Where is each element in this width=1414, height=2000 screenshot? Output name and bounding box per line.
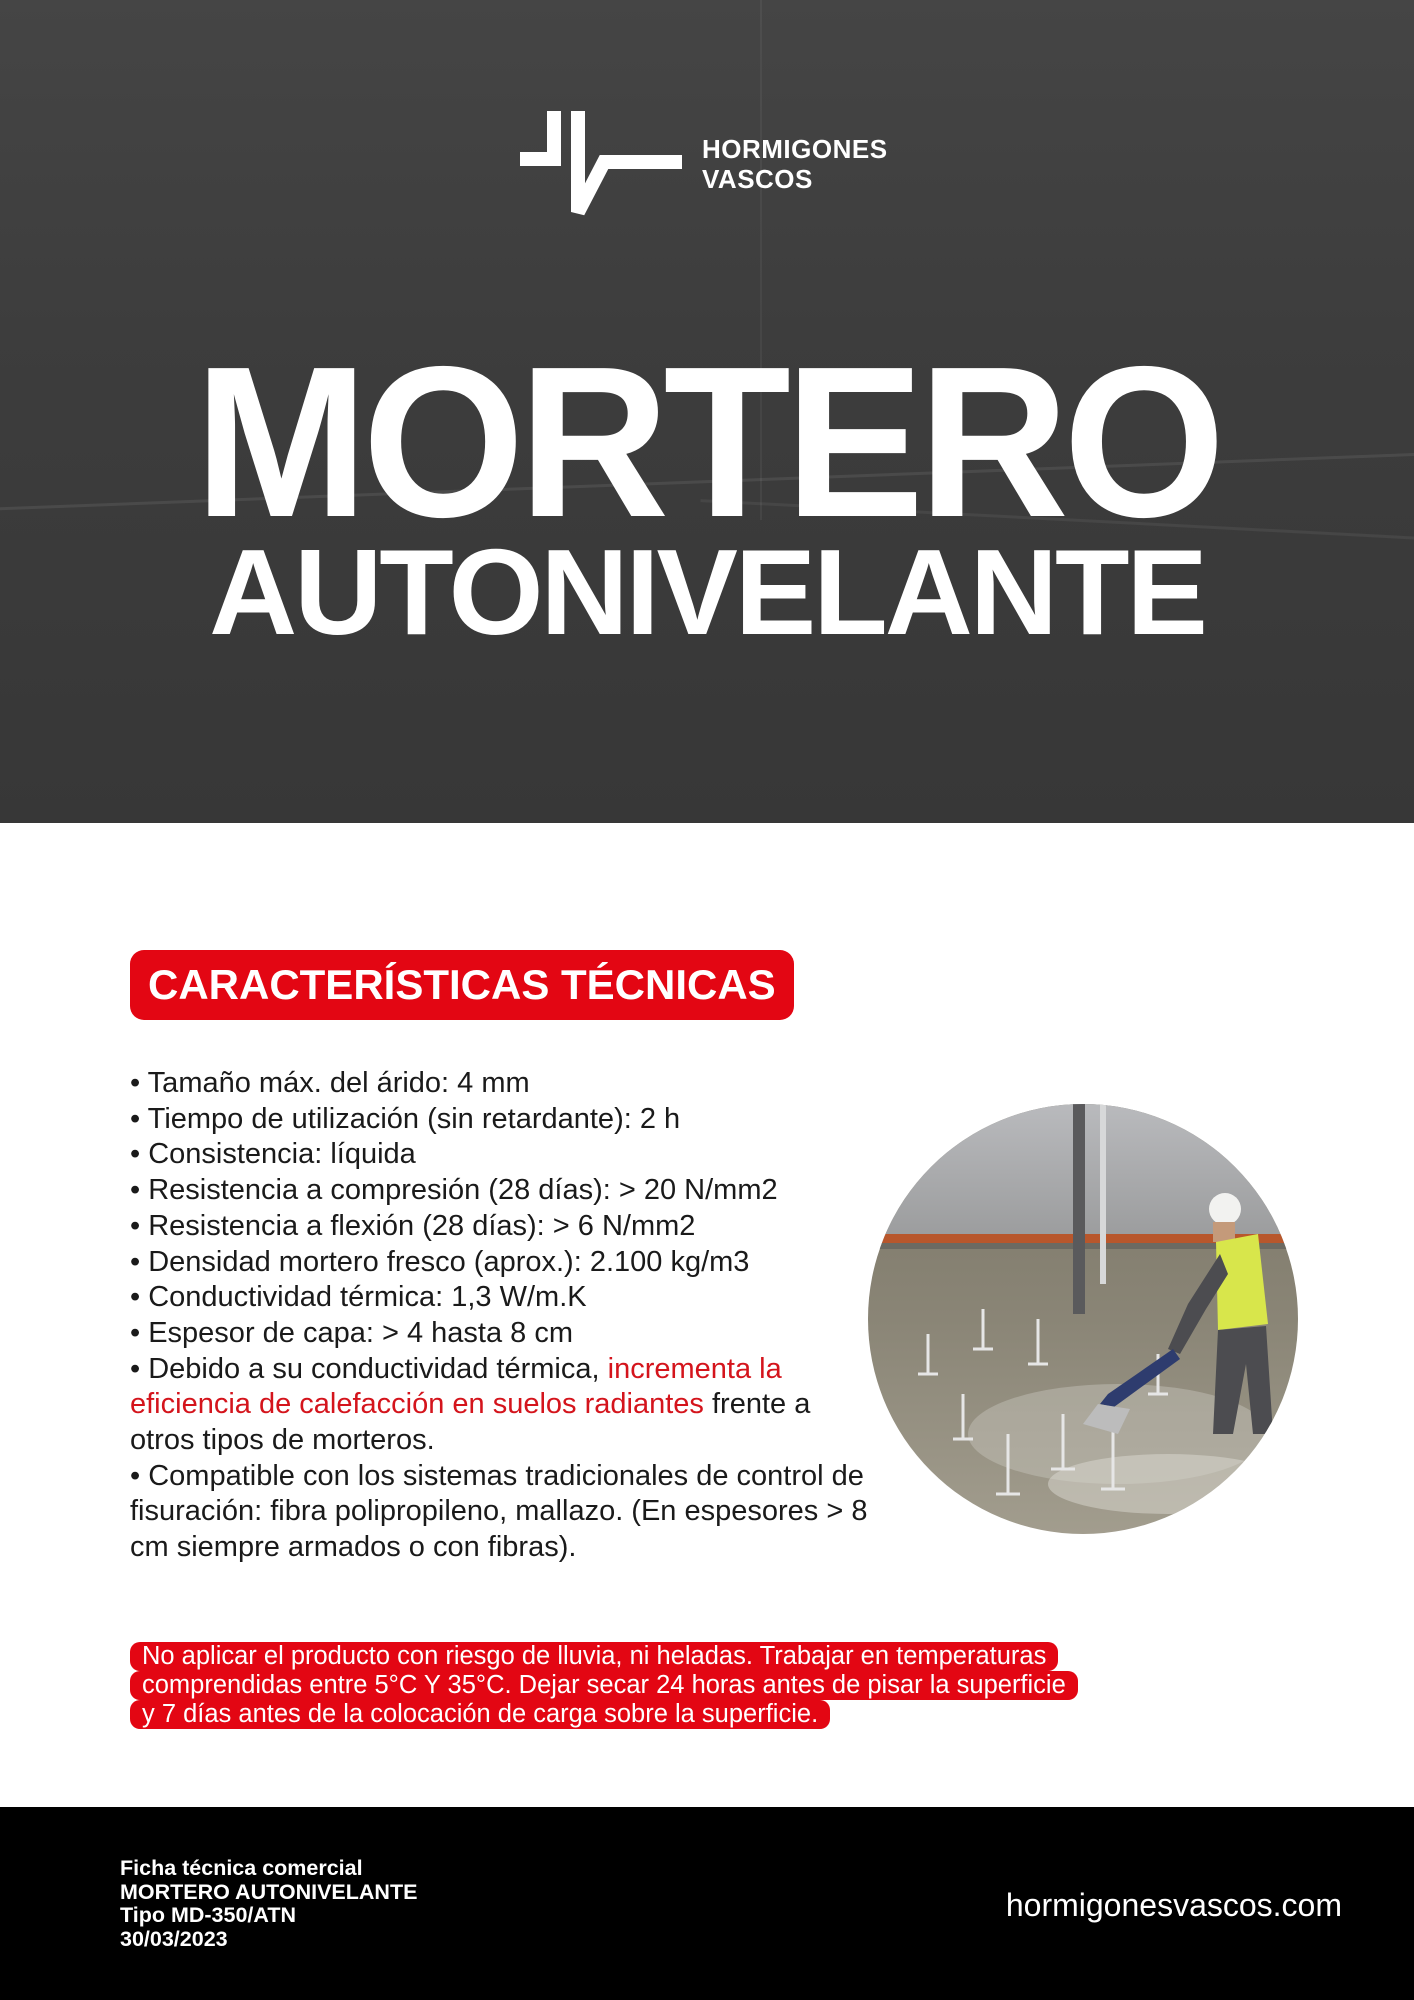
brand-name-line2: VASCOS [702,164,813,194]
footer-type: Tipo MD-350/ATN [120,1903,296,1927]
spec-thermal-text-end: frente a otros tipos de morteros. [130,1388,811,1457]
warning-notice [130,1642,1220,1729]
brand-name [702,134,888,194]
spec-item-thermal [130,1352,870,1459]
section-title-badge: CARACTERÍSTICAS TÉCNICAS [130,950,794,1020]
hero-banner [0,0,1414,823]
warning-line: comprendidas entre 5°C Y 35°C. Dejar secar 24 horas antes de pisar la superficie [130,1671,1078,1700]
spec-item: • Densidad mortero fresco (aprox.): 2.100 kg/m3 [130,1245,750,1278]
spec-item: • Conductividad térmica: 1,3 W/m.K [130,1281,587,1314]
footer [0,1807,1414,2000]
spec-thermal-highlight: incrementa la eficiencia de calefacción en suelos radiantes [130,1352,782,1421]
brand-logo [520,108,900,228]
footer-website-link[interactable]: hormigonesvascos.com [1005,1887,1342,1923]
footer-doc-type: Ficha técnica comercial [120,1856,363,1880]
product-title-sub: AUTONIVELANTE [209,524,1205,660]
footer-date: 30/03/2023 [120,1926,228,1951]
hv-logo-icon [520,108,690,228]
spec-thermal-text: • Debido a su conductividad térmica, [130,1352,608,1385]
spec-list [130,1066,870,1566]
spec-item: • Espesor de capa: > 4 hasta 8 cm [130,1316,573,1349]
spec-item: • Consistencia: líquida [130,1138,416,1171]
spec-item: • Tamaño máx. del árido: 4 mm [130,1067,530,1099]
footer-product: MORTERO AUTONIVELANTE [120,1879,418,1904]
worker-photo [868,1104,1298,1534]
spec-item: • Tiempo de utilización (sin retardante): 2 h [130,1102,681,1135]
brand-name-line1: HORMIGONES [702,134,888,164]
warning-line: y 7 días antes de la colocación de carga sobre la superficie. [130,1700,830,1729]
footer-document-info [120,1857,417,1951]
warning-line: No aplicar el producto con riesgo de lluvia, ni heladas. Trabajar en temperaturas [130,1642,1058,1671]
spec-item: • Resistencia a compresión (28 días): > 20 N/mm2 [130,1174,778,1207]
spec-item: • Resistencia a flexión (28 días): > 6 N/mm2 [130,1209,696,1242]
product-title-main: MORTERO [194,321,1220,562]
spec-item-compatibility: • Compatible con los sistemas tradicionales de control de fisuración: fibra polipropileno, mallazo. (En espesores > 8 cm siempre armados o con fibras). [130,1459,868,1564]
worker-pouring-mortar-image [868,1104,1298,1534]
